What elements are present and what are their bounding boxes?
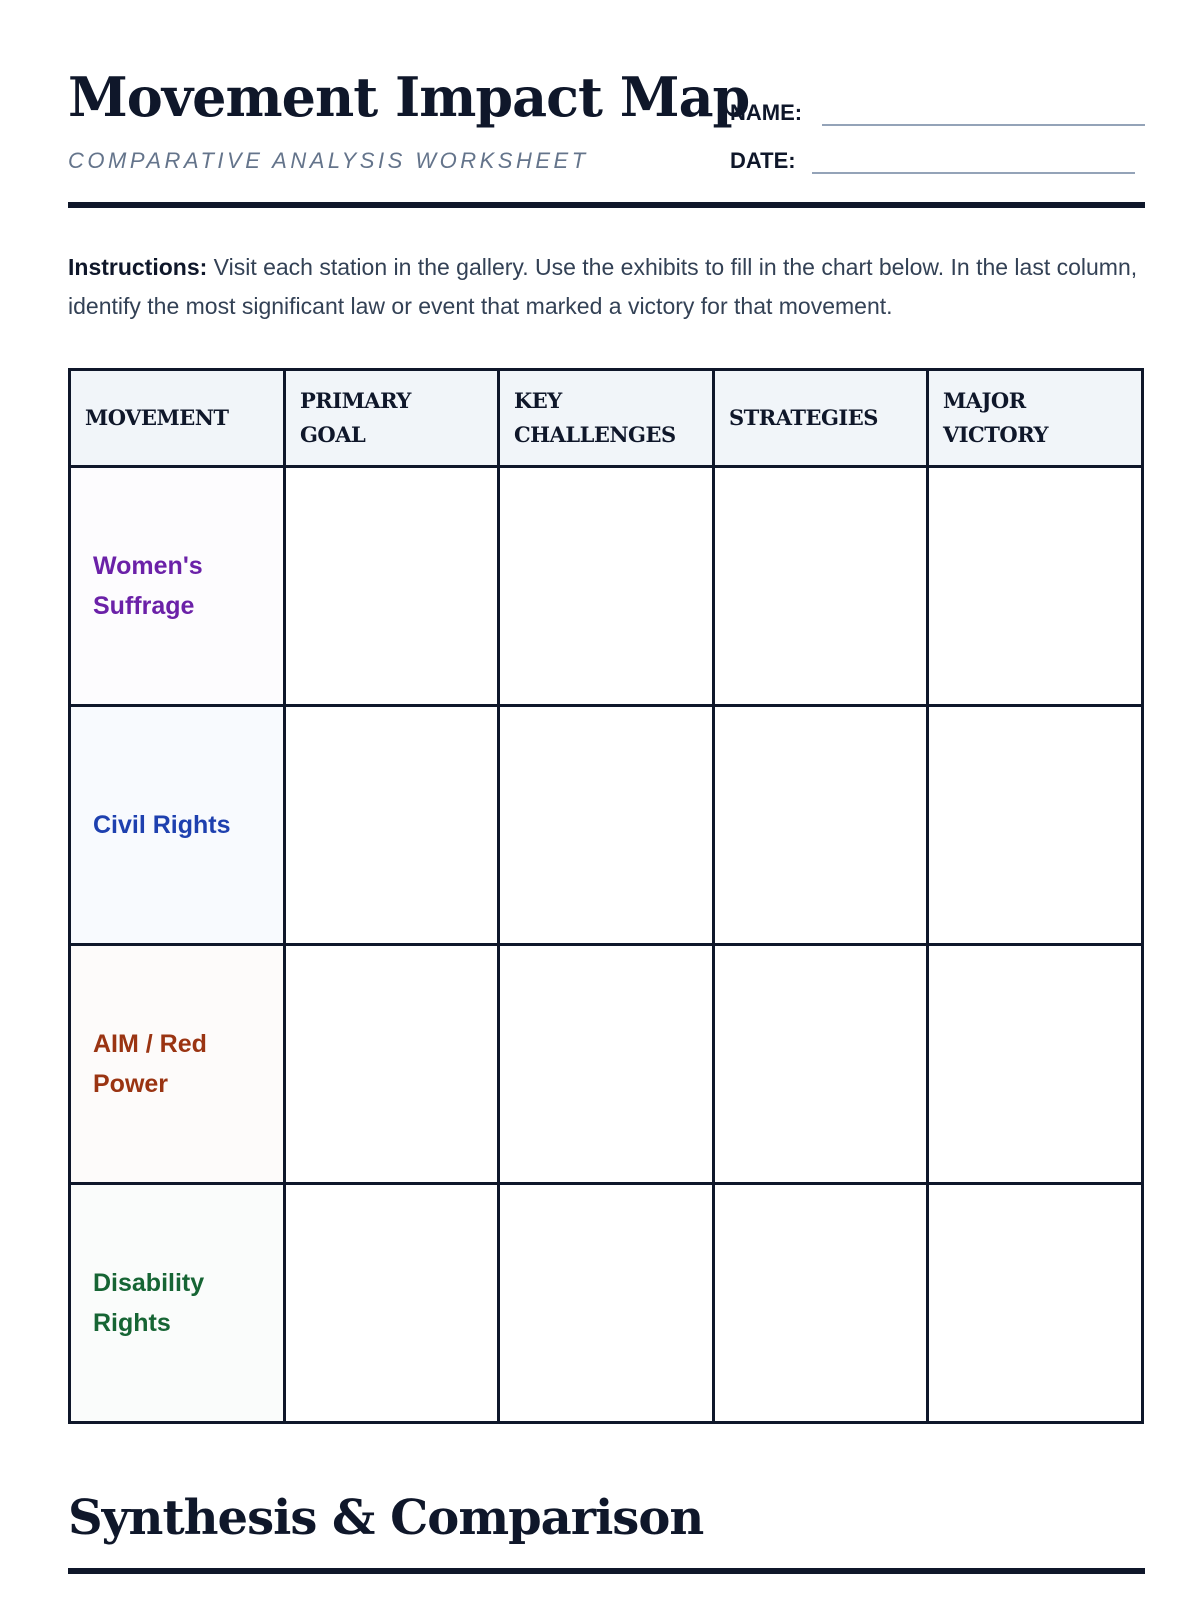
instructions-lead: Instructions: bbox=[68, 254, 208, 280]
major-victory-cell[interactable] bbox=[927, 706, 1142, 945]
instructions bbox=[68, 248, 1145, 326]
major-victory-cell[interactable] bbox=[927, 1184, 1142, 1423]
strategies-cell[interactable] bbox=[713, 467, 927, 706]
column-header-primary-goal: PRIMARY GOAL bbox=[285, 370, 499, 467]
movement-cell: AIM / Red Power bbox=[70, 945, 285, 1184]
synthesis-divider bbox=[68, 1568, 1145, 1574]
movement-cell: Civil Rights bbox=[70, 706, 285, 945]
table-row bbox=[70, 1184, 1143, 1423]
major-victory-cell[interactable] bbox=[927, 945, 1142, 1184]
name-label: NAME: bbox=[730, 100, 803, 125]
table-row bbox=[70, 706, 1143, 945]
date-label: DATE: bbox=[730, 148, 796, 173]
worksheet-page bbox=[68, 0, 1145, 1600]
synthesis-heading: Synthesis & Comparison bbox=[68, 1490, 704, 1546]
column-header-key-challenges: KEY CHALLENGES bbox=[498, 370, 713, 467]
movement-cell: Women's Suffrage bbox=[70, 467, 285, 706]
strategies-cell[interactable] bbox=[713, 945, 927, 1184]
primary-goal-cell[interactable] bbox=[285, 945, 499, 1184]
page-title: Movement Impact Map bbox=[68, 65, 750, 129]
name-blank-line[interactable] bbox=[822, 124, 1145, 126]
major-victory-cell[interactable] bbox=[927, 467, 1142, 706]
key-challenges-cell[interactable] bbox=[498, 1184, 713, 1423]
column-header-strategies: STRATEGIES bbox=[713, 370, 927, 467]
table-row bbox=[70, 945, 1143, 1184]
key-challenges-cell[interactable] bbox=[498, 467, 713, 706]
key-challenges-cell[interactable] bbox=[498, 945, 713, 1184]
key-challenges-cell[interactable] bbox=[498, 706, 713, 945]
primary-goal-cell[interactable] bbox=[285, 706, 499, 945]
column-header-major-victory: MAJOR VICTORY bbox=[927, 370, 1142, 467]
movement-comparison-table bbox=[68, 368, 1144, 1424]
page-subtitle: COMPARATIVE ANALYSIS WORKSHEET bbox=[68, 148, 589, 173]
movement-cell: Disability Rights bbox=[70, 1184, 285, 1423]
primary-goal-cell[interactable] bbox=[285, 467, 499, 706]
date-blank-line[interactable] bbox=[812, 172, 1135, 174]
instructions-text: Visit each station in the gallery. Use the exhibits to fill in the chart below. In the last column, identify the most significant law or event that marked a victory for that movement. bbox=[68, 254, 1138, 319]
worksheet-header bbox=[68, 64, 1145, 204]
table-row bbox=[70, 467, 1143, 706]
table-header-row bbox=[70, 370, 1143, 467]
strategies-cell[interactable] bbox=[713, 706, 927, 945]
primary-goal-cell[interactable] bbox=[285, 1184, 499, 1423]
strategies-cell[interactable] bbox=[713, 1184, 927, 1423]
column-header-movement: MOVEMENT bbox=[70, 370, 285, 467]
header-divider bbox=[68, 202, 1145, 208]
